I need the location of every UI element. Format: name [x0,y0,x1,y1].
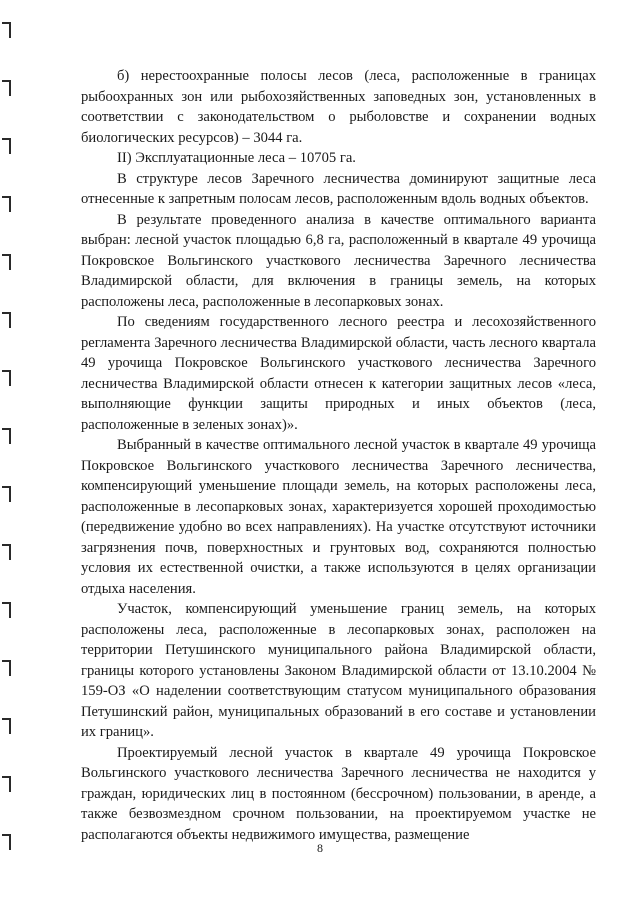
document-body [81,66,596,845]
binding-mark [2,312,11,328]
paragraph-analysis-result: В результате проведенного анализа в качестве оптимального варианта выбран: лесной участок площадью 6,8 га, расположенный в квартале 49 урочища Покровское Вольгинского участкового лесничества Заречного лесничества Владимирской области, для включения в границы земель, на которых расположены леса, расположенные в лесопарковых зонах. [81,211,596,310]
binding-edge-marks [0,0,14,905]
binding-mark [2,718,11,734]
binding-mark [2,544,11,560]
binding-mark [2,602,11,618]
binding-mark [2,80,11,96]
binding-mark [2,486,11,502]
page-number: 8 [317,841,323,855]
binding-mark [2,22,11,38]
binding-mark [2,196,11,212]
binding-mark [2,776,11,792]
binding-mark [2,428,11,444]
binding-mark [2,138,11,154]
paragraph-plot-location: Участок, компенсирующий уменьшение границ земель, на которых расположены леса, расположенные в лесопарковых зонах, расположен на территории Петушинского муниципального района Владимирской области, границы которого установлены Законом Владимирской области от 13.10.2004 № 159-ОЗ «О наделении соответствующим статусом муниципального образования Петушинский район, муниципальных образований в его составе и установлении их границ». [81,601,596,740]
paragraph-plot-usage-status: Проектируемый лесной участок в квартале 49 урочища Покровское Вольгинского участкового лесничества Заречного лесничества не находится у граждан, юридических лиц в постоянном (бессрочном) пользовании, в аренде, а также безвозмездном срочном пользовании, на проектируемом участке не располагаются объекты недвижимого имущества, размещение [81,744,596,843]
paragraph-registry-info: По сведениям государственного лесного реестра и лесохозяйственного регламента Заречного лесничества Владимирской области, часть лесного квартала 49 урочища Покровское Вольгинского участкового лесничества Заречного лесничества Владимирской области отнесен к категории защитных лесов «леса, выполняющие функции защиты природных и иных объектов (леса, расположенные в зеленых зонах)». [81,314,596,433]
paragraph-spawning-protection-strips: б) нерестоохранные полосы лесов (леса, расположенные в границах рыбоохранных зон или рыбохозяйственных заповедных зон, установленных в соответствии с законодательством о рыболовстве и сохранении водных биологических ресурсов) – 3044 га. [81,68,596,146]
binding-mark [2,254,11,270]
paragraph-exploitation-forests: II) Эксплуатационные леса – 10705 га. [117,150,356,166]
paragraph-forest-structure: В структуре лесов Заречного лесничества доминируют защитные леса отнесенные к запретным полосам лесов, расположенным вдоль водных объектов. [81,170,596,207]
binding-mark [2,370,11,386]
paragraph-selected-plot-description: Выбранный в качестве оптимального лесной участок в квартале 49 урочища Покровское Вольгинского участкового лесничества Заречного лесничества, компенсирующий уменьшение площади земель, на которых расположены леса, расположенные в лесопарковых зонах, характеризуется хорошей проходимостью (передвижение удобно во всех направлениях). На участке отсутствуют источники загрязнения почв, поверхностных и грунтовых вод, сохраняются полностью условия их естественной очистки, а также используются в целях организации отдыха населения. [81,437,596,597]
binding-mark [2,660,11,676]
